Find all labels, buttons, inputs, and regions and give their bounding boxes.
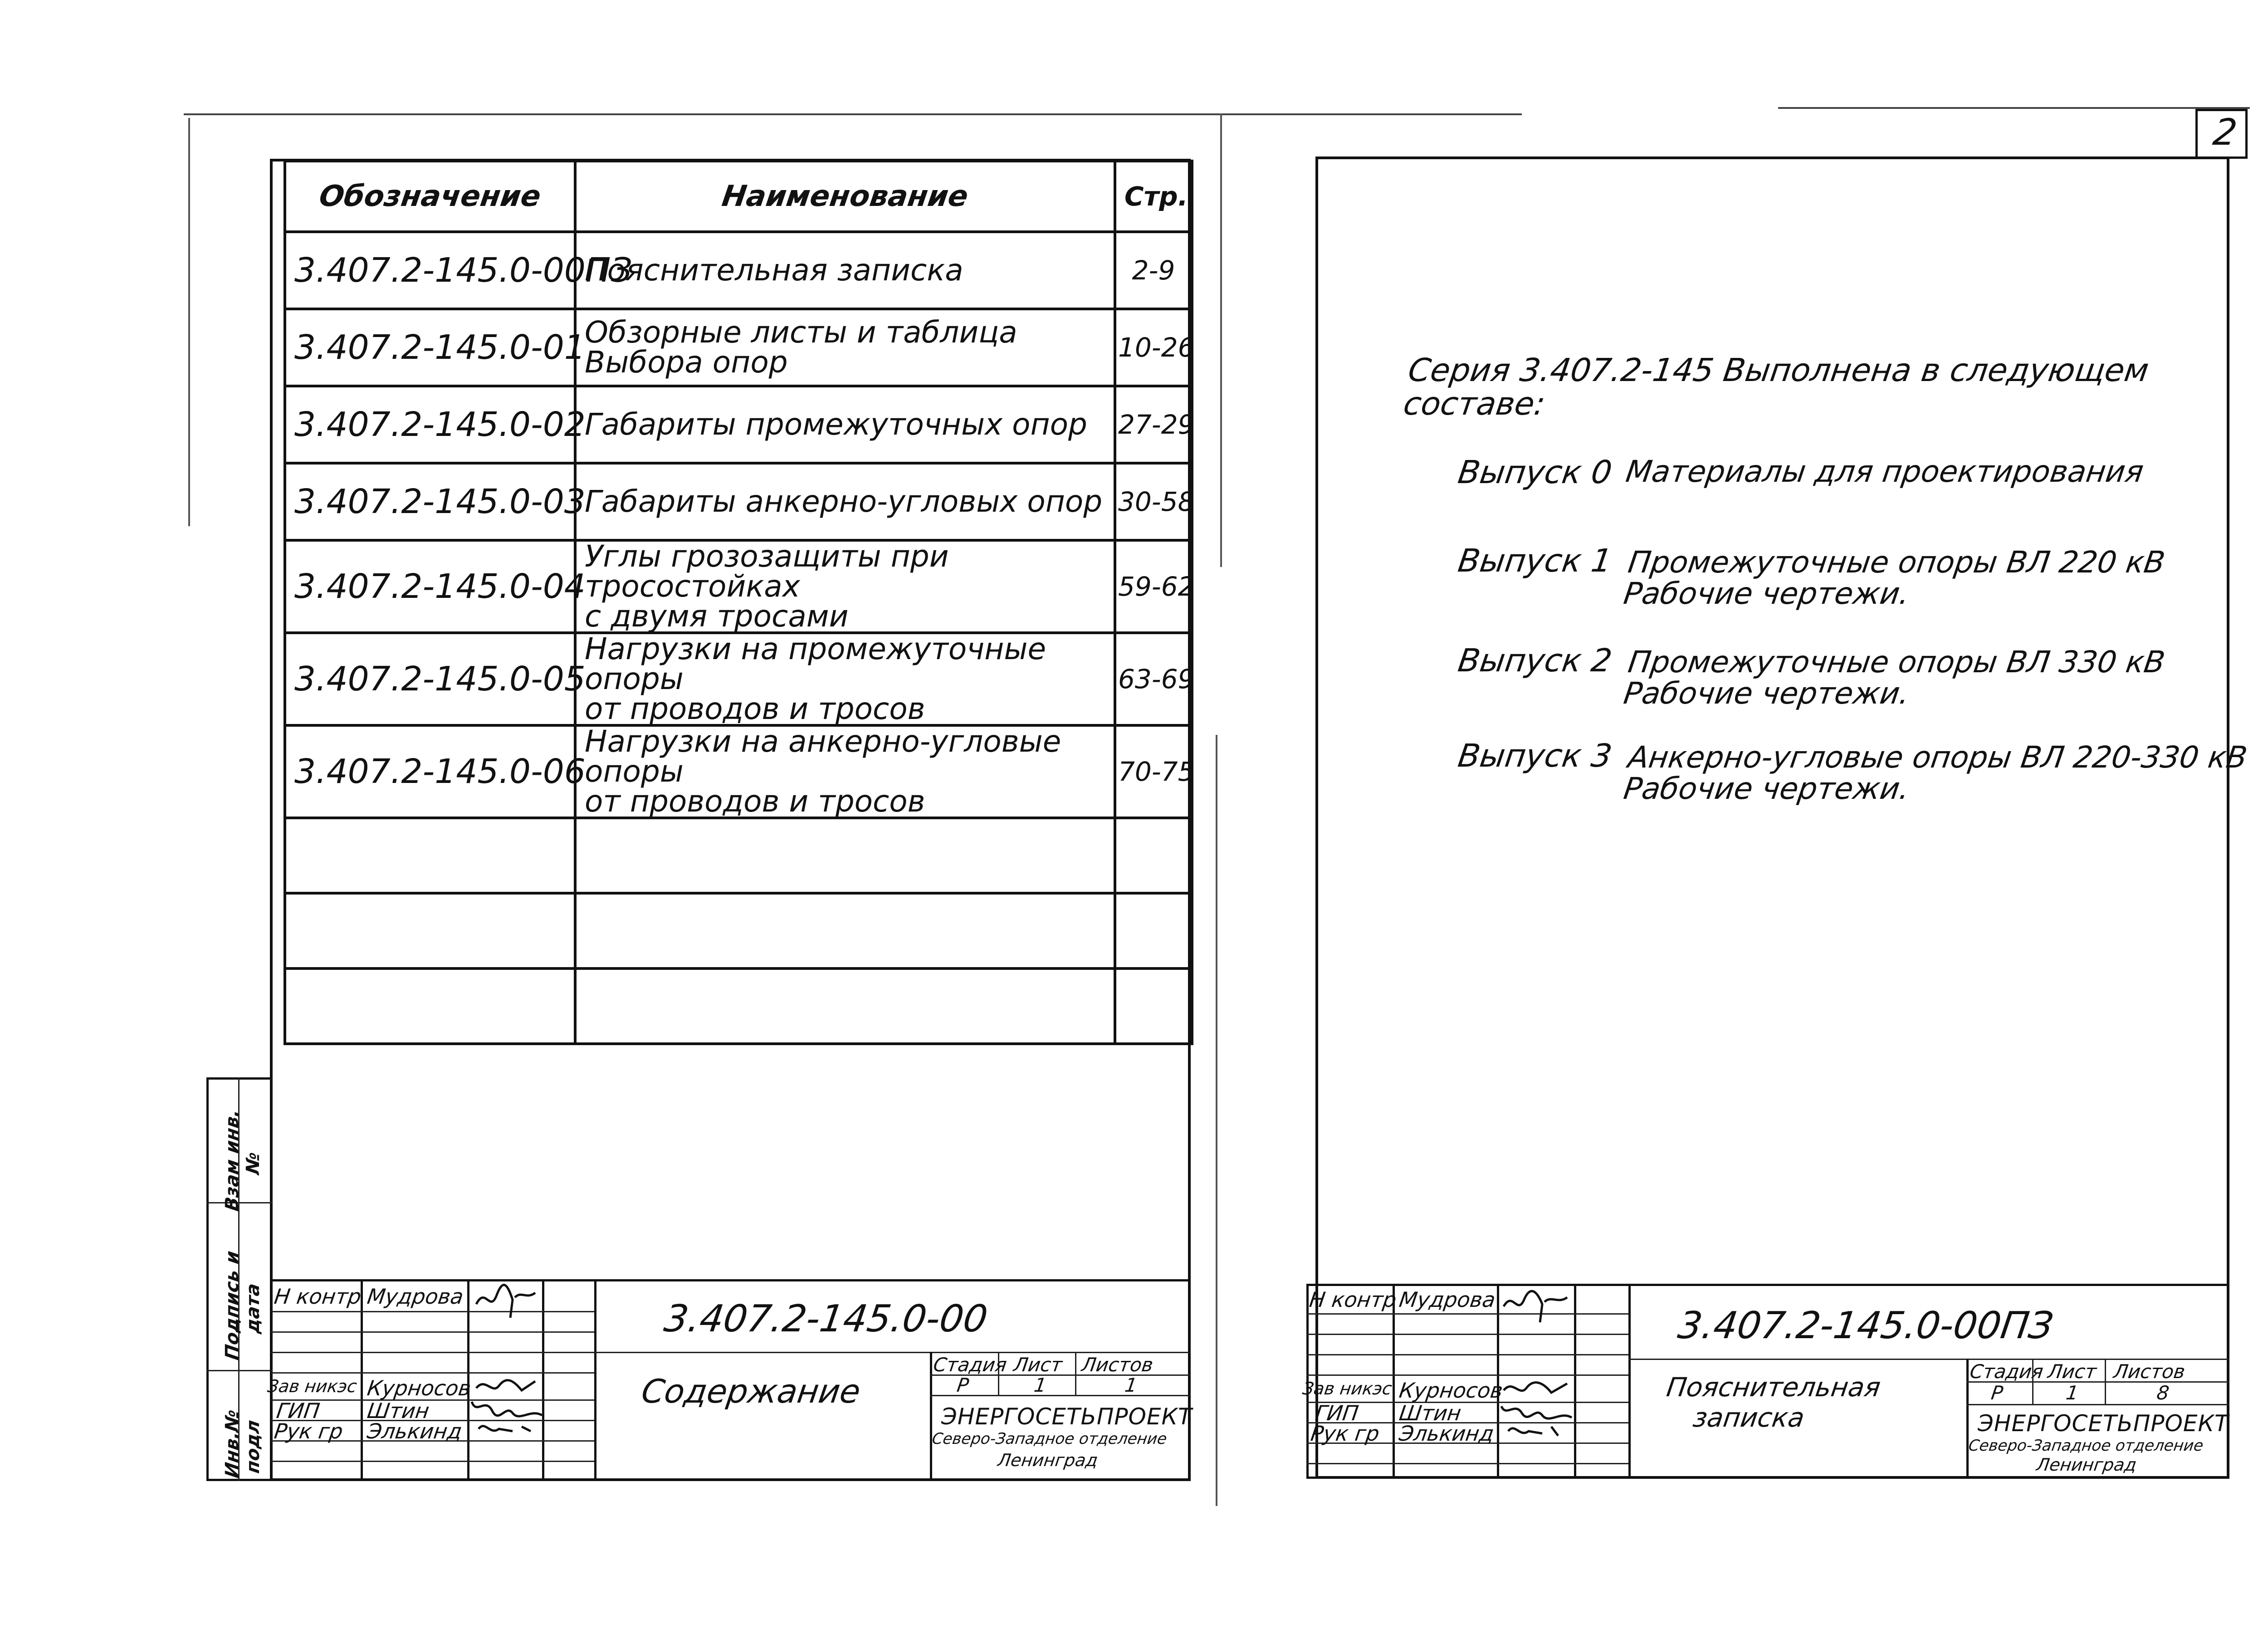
issue-line: Промежуточные опоры ВЛ 330 кВ [1626,645,2167,680]
table-row [285,232,1192,309]
org-branch: Северо-Западное отделение [1967,1437,2204,1455]
tb-row [1306,1463,1628,1464]
table-row-empty [285,818,1192,893]
issue-label: Выпуск 0 [1456,454,1614,491]
issue-line: Рабочие чертежи. [1621,676,1912,711]
issue-text [1622,742,2249,805]
row-name-line: от проводов и тросов [585,691,925,726]
hdr-stage: Стадия [932,1354,1008,1376]
row-name-line: Нагрузки на промежуточные опоры [585,631,1046,696]
row-name-line: Габариты промежуточных опор [585,407,1087,442]
table-row [285,725,1192,818]
title-block-top-line [1306,1284,2229,1286]
row-pages: 30-58 [1115,463,1192,540]
table-row [285,463,1192,540]
issue-line: Рабочие чертежи. [1621,576,1912,611]
stage-value: Р [955,1374,970,1396]
sheets-value: 8 [2155,1382,2171,1404]
row-pages: 63-69 [1115,633,1192,725]
issue-text [1622,646,2167,709]
hdr-sheets: Листов [1080,1354,1155,1376]
role-ruk: Рук гр [273,1419,345,1443]
header-page: Стр. [1115,161,1192,232]
row-code: 3.407.2-145.0-02 [285,386,575,463]
scan-edge-left [188,118,190,526]
signature-mudrova [1499,1284,1572,1329]
row-code: 3.407.2-145.0-00ПЗ [285,232,575,309]
issue-line: Материалы для проектирования [1623,454,2146,489]
name-elkind: Элькинд [366,1419,464,1443]
stage-value: Р [1989,1382,2004,1404]
page-number: 2 [2210,111,2240,153]
issue-line: Промежуточные опоры ВЛ 220 кВ [1626,545,2167,580]
signature-kurnosov [1499,1374,1572,1402]
role-n-kontr: Н контр [1308,1287,1398,1312]
row-name [575,540,1115,633]
signature-elkind [472,1418,540,1440]
org-branch: Северо-Западное отделение [931,1430,1168,1448]
role-gip: ГИП [1314,1401,1360,1425]
signature-elkind [1501,1420,1569,1443]
fold-line-lower [1216,735,1217,1506]
row-pages: 27-29 [1115,386,1192,463]
series-intro-line1: Серия 3.407.2-145 Выполнена в следующем [1406,352,2151,389]
name-kurnosov: Курносов [366,1376,473,1400]
scan-edge-top-left [184,113,1522,115]
row-name [575,633,1115,725]
org-city: Ленинград [2035,1455,2138,1475]
row-code: 3.407.2-145.0-03 [285,463,575,540]
scan-edge-top-right [1778,107,2250,109]
title-block-top-line [271,1279,1190,1281]
hdr-sheets: Листов [2112,1360,2187,1383]
fold-line [1220,113,1222,567]
row-name-line: Габариты анкерно-угловых опор [585,484,1103,519]
tb-stage-col [1966,1359,1969,1479]
tb-col [1628,1284,1631,1479]
org-city: Ленинград [996,1450,1100,1470]
left-doc-title: Содержание [639,1372,863,1410]
row-name [575,463,1115,540]
row-name-line: Нагрузки на анкерно-угловые опоры [585,724,1061,789]
tb-stage-col [930,1352,932,1481]
signature-shtin [1497,1399,1574,1422]
sheet-value: 1 [1032,1374,1048,1396]
table-row [285,386,1192,463]
row-name [575,232,1115,309]
tb-stage-row [930,1395,1190,1396]
row-code: 3.407.2-145.0-05 [285,633,575,725]
tb-row [1306,1313,1628,1315]
tb-code-line [594,1352,1190,1353]
row-name-line: от проводов и тросов [585,784,925,819]
row-name-line: Углы грозозащиты при тросостойках [585,539,949,604]
row-pages: 70-75 [1115,725,1192,818]
hdr-sheet: Лист [1012,1354,1064,1376]
series-intro [1402,354,2151,421]
issue-text [1622,547,2167,610]
tb-row [1306,1334,1628,1335]
row-pages: 2-9 [1115,232,1192,309]
org-name: ЭНЕРГОСЕТЬПРОЕКТ [1978,1410,2229,1437]
issue-label: Выпуск 1 [1456,542,1614,579]
row-code: 3.407.2-145.0-06 [285,725,575,818]
role-zav: Зав никэс [266,1376,358,1396]
issue-line: Рабочие чертежи. [1621,771,1912,807]
issue-label: Выпуск 2 [1456,642,1614,679]
role-gip: ГИП [275,1399,322,1423]
hdr-sheet: Лист [2046,1360,2098,1383]
table-row-empty [285,893,1192,968]
name-shtin: Штин [366,1399,431,1423]
row-code: 3.407.2-145.0-04 [285,540,575,633]
issue-label: Выпуск 3 [1456,737,1614,774]
row-pages: 10-26 [1115,309,1192,386]
header-name: Наименование [570,161,1120,232]
table-row [285,309,1192,386]
role-zav: Зав никэс [1301,1379,1393,1399]
tb-row [271,1311,594,1312]
name-shtin: Штин [1398,1401,1463,1425]
tb-stage-row [1966,1404,2229,1405]
side-stamp-podpis: Подпись и дата [222,1249,264,1361]
contents-header-row [285,161,1192,232]
table-row [285,540,1192,633]
contents-table [284,160,1193,1045]
row-name-line: Выбора опор [585,345,788,380]
issue-line: Анкерно-угловые опоры ВЛ 220-330 кВ [1626,740,2249,775]
title-block-bottom-line [1306,1477,2229,1479]
row-code: 3.407.2-145.0-01 [285,309,575,386]
tb-row [1306,1354,1628,1355]
table-row [285,633,1192,725]
row-name [575,309,1115,386]
name-mudrova: Мудрова [366,1284,465,1309]
right-doc-title-line1: Пояснительная [1664,1372,1883,1403]
org-name: ЭНЕРГОСЕТЬПРОЕКТ [941,1403,1193,1430]
tb-row [271,1372,594,1374]
row-pages: 59-62 [1115,540,1192,633]
right-doc-title [1661,1372,1883,1433]
tb-row [271,1461,594,1462]
name-elkind: Элькинд [1398,1421,1496,1446]
header-designation: Обозначение [280,161,580,232]
side-stamp-inv-podl: Инв.№ подл [222,1408,264,1479]
tb-row [1306,1374,1628,1376]
tb-col [542,1279,544,1481]
tb-row [271,1352,594,1353]
row-name [575,386,1115,463]
sheet-value: 1 [2064,1382,2080,1404]
tb-code-line [1628,1359,2229,1360]
right-doc-title-line2: записка [1691,1402,1807,1433]
side-stamp-vzam: Взам инв.№ [222,1108,264,1213]
name-kurnosov: Курносов [1398,1378,1505,1403]
role-ruk: Рук гр [1309,1421,1381,1446]
row-name [575,725,1115,818]
tb-col [594,1279,596,1481]
issue-text [1624,456,2146,487]
hdr-stage: Стадия [1968,1360,2045,1383]
tb-stage-col [1075,1352,1076,1395]
series-intro-line2: составе: [1401,385,1548,422]
role-n-kontr: Н контр [273,1284,363,1309]
row-name-line: Обзорные листы и таблица [585,315,1017,350]
sheets-value: 1 [1123,1374,1139,1396]
right-doc-code: 3.407.2-145.0-00ПЗ [1675,1304,2056,1347]
signature-mudrova [472,1277,540,1327]
row-name-line: с двумя тросами [585,599,849,634]
table-row-empty [285,968,1192,1044]
left-doc-code: 3.407.2-145.0-00 [661,1297,990,1340]
name-mudrova: Мудрова [1398,1287,1497,1312]
row-name-line: Пояснительная записка [585,253,963,288]
tb-col [361,1279,363,1481]
tb-row [271,1331,594,1333]
